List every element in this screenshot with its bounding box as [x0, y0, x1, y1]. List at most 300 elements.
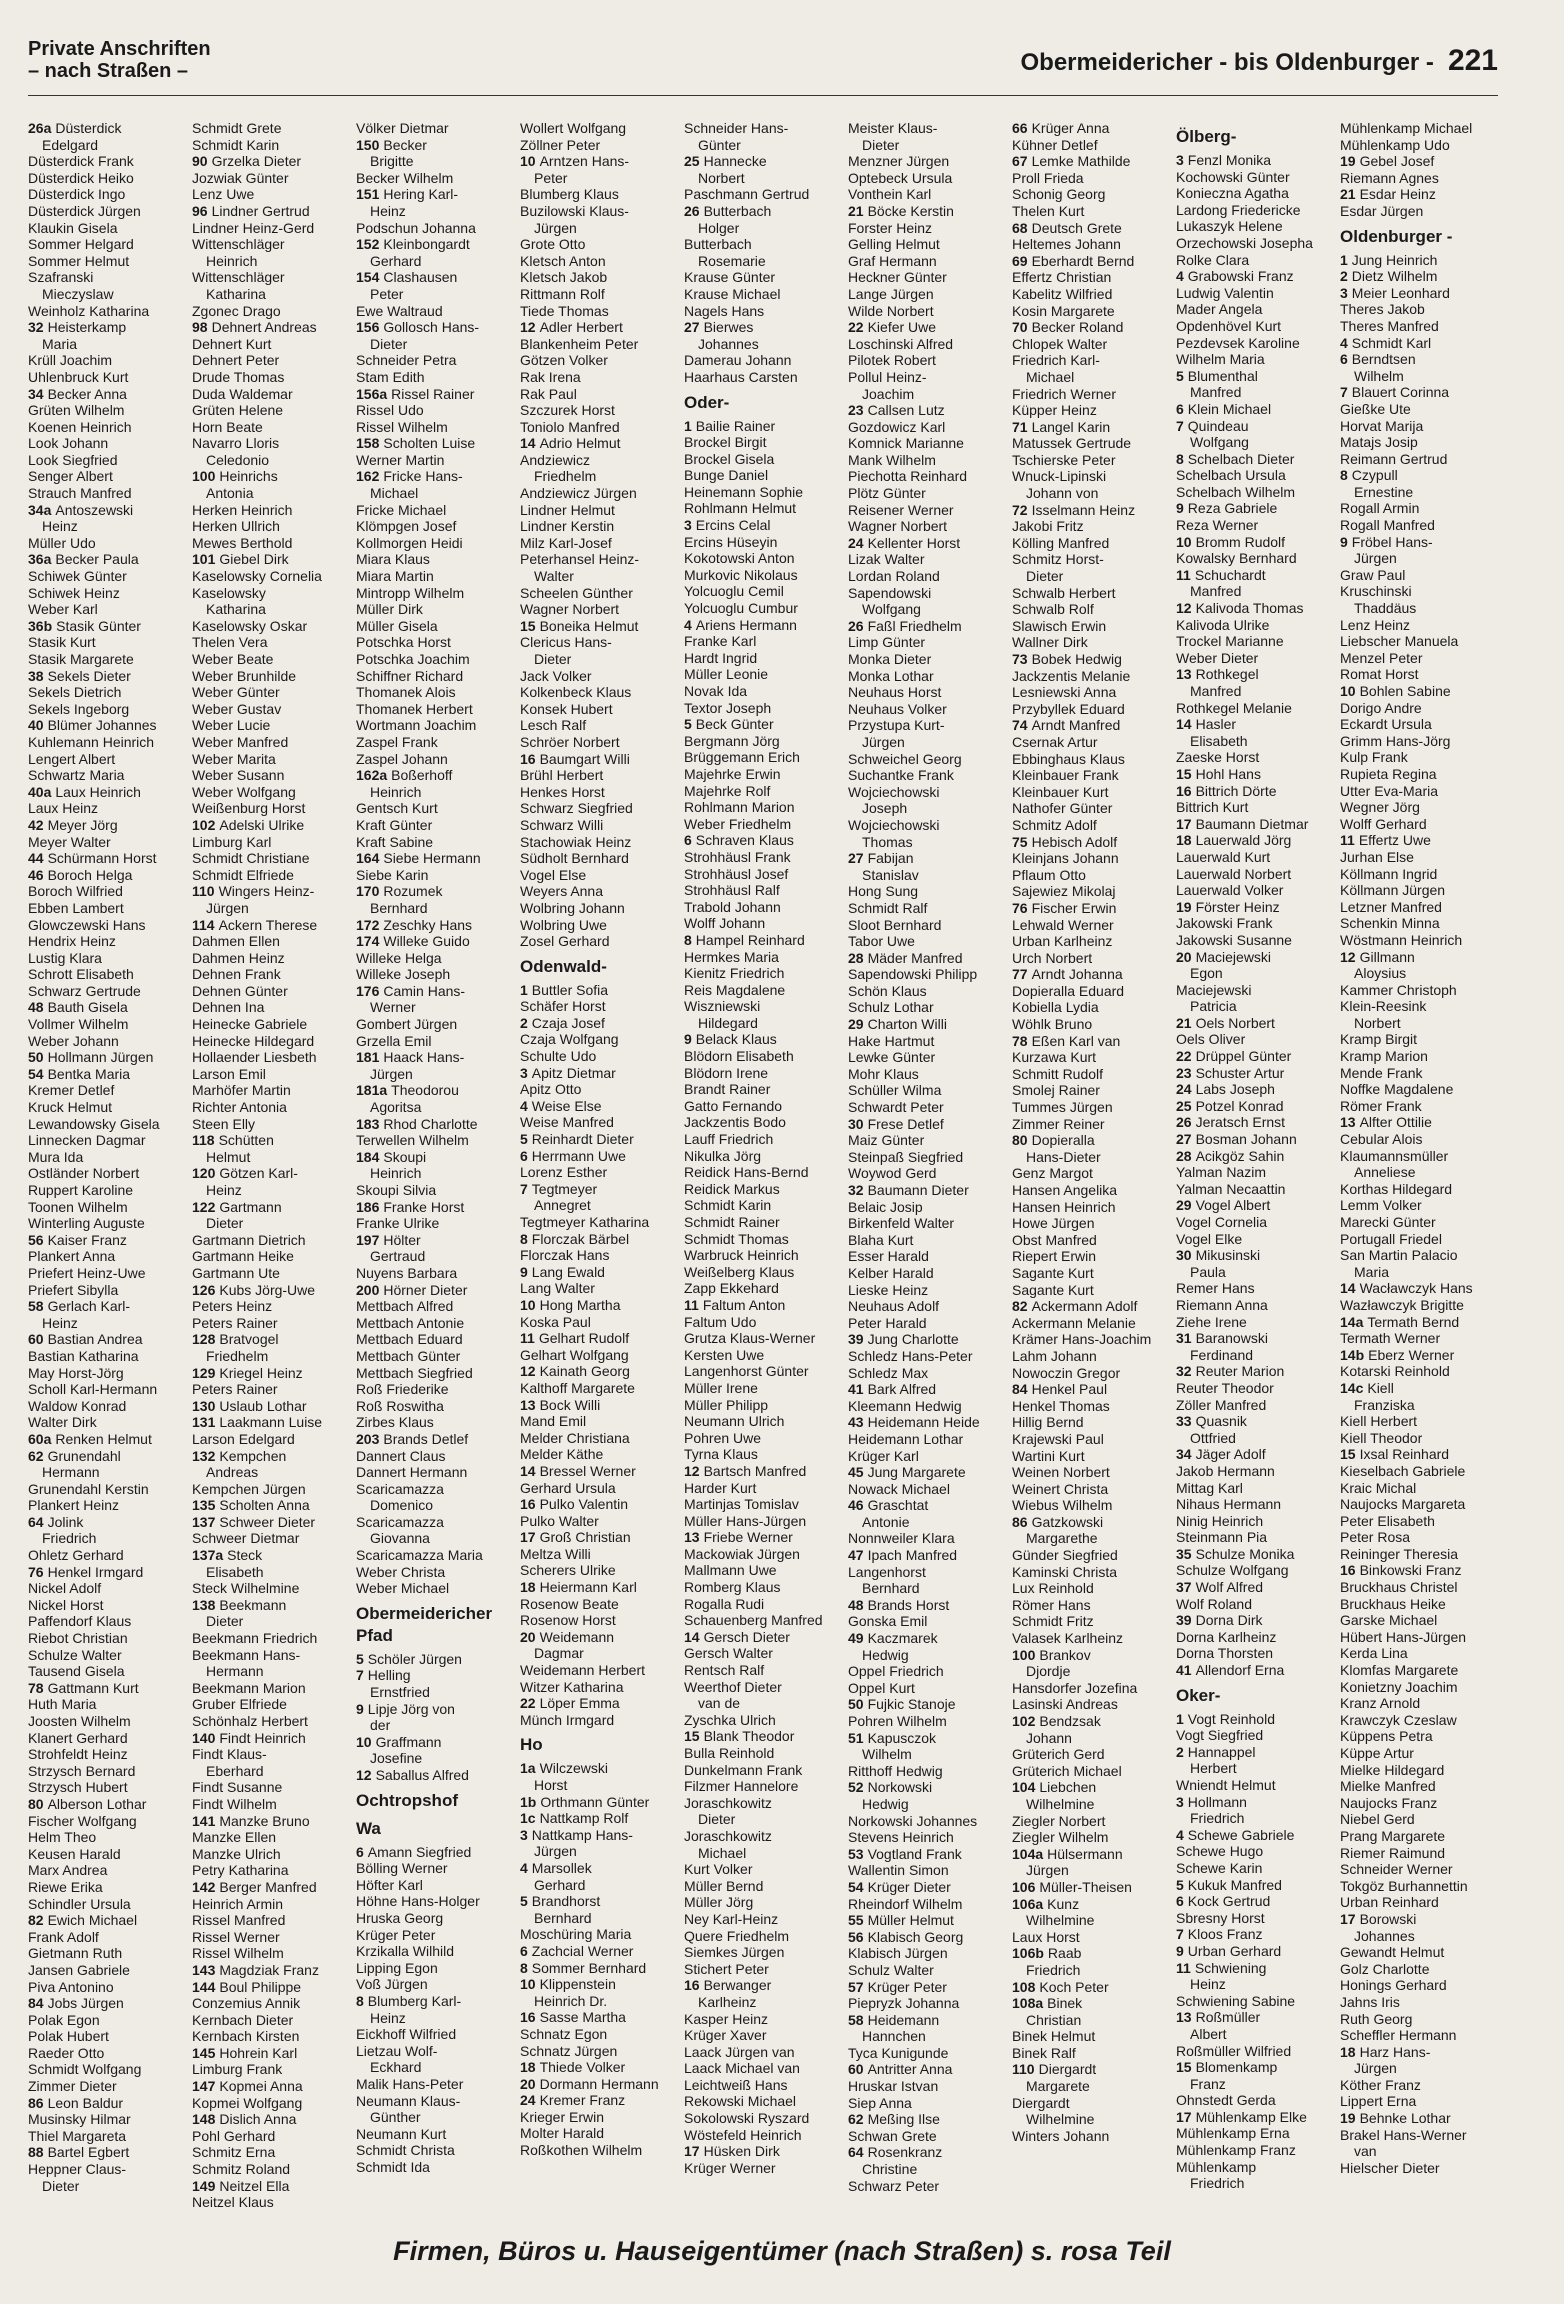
resident-name: Lesch Ralf: [520, 717, 587, 734]
directory-entry: [1176, 733, 1334, 750]
directory-entry: [684, 1164, 842, 1181]
directory-entry: [28, 1049, 186, 1066]
house-number: 200: [356, 1281, 380, 1298]
resident-name: Helmut: [206, 1148, 251, 1165]
directory-entry: [1176, 500, 1334, 517]
resident-name: Wolbring Uwe: [520, 916, 607, 933]
resident-name: Heinz: [206, 1182, 242, 1198]
resident-name: Hansen Angelika: [1012, 1182, 1118, 1198]
street-heading: Odenwald-: [520, 956, 607, 976]
house-number: 17: [684, 2143, 700, 2160]
resident-name: Baumann Dietmar: [1195, 815, 1309, 832]
resident-name: Nattkamp Rolf: [539, 1810, 629, 1827]
directory-entry: [1176, 1380, 1334, 1397]
directory-entry: [28, 1199, 186, 1216]
directory-entry: [356, 502, 514, 519]
directory-entry: [192, 303, 350, 320]
directory-entry: [1176, 1810, 1334, 1827]
resident-name: Johannes: [1354, 1927, 1415, 1944]
house-number: 11: [1340, 832, 1355, 849]
directory-entry: [356, 303, 514, 320]
directory-entry: [1012, 1995, 1170, 2012]
directory-entry: [1340, 1596, 1498, 1613]
resident-name: Krüger Peter: [356, 1926, 436, 1943]
resident-name: Lizak Walter: [848, 551, 925, 568]
resident-name: Proll Frieda: [1012, 169, 1084, 186]
house-number: 9: [1176, 500, 1184, 517]
directory-entry: [192, 1431, 350, 1448]
resident-name: Conzemius Annik: [192, 1995, 301, 2012]
resident-name: Kühner Detlef: [1012, 136, 1098, 153]
resident-name: Neuhaus Adolf: [848, 1298, 940, 1315]
directory-entry: [356, 1927, 514, 1944]
resident-name: Riemer Raimund: [1340, 1844, 1446, 1861]
directory-entry: [356, 1910, 514, 1927]
resident-name: Adler Herbert: [539, 319, 623, 336]
directory-entry: [848, 2061, 1006, 2078]
house-number: 1: [1176, 1710, 1184, 1727]
resident-name: Meyer Walter: [28, 833, 111, 850]
directory-entry: [848, 1232, 1006, 1249]
house-number: 9: [356, 1700, 364, 1717]
directory-entry: [1012, 1547, 1170, 1564]
resident-name: Jurhan Else: [1340, 848, 1414, 865]
resident-name: Schmidt Ralf: [848, 899, 928, 916]
directory-entry: [684, 1446, 842, 1463]
directory-entry: [684, 336, 842, 353]
directory-entry: [1012, 2028, 1170, 2045]
resident-name: Wolfgang: [862, 601, 921, 618]
house-number: 69: [1012, 252, 1028, 269]
resident-name: Friedhelm: [206, 1347, 269, 1364]
directory-entry: [356, 1844, 514, 1861]
directory-entry: [1176, 1843, 1334, 1860]
directory-column: [28, 120, 186, 2211]
directory-entry: [28, 170, 186, 187]
resident-name: Adrio Helmut: [539, 435, 621, 452]
directory-entry: [356, 917, 514, 934]
resident-name: Sapendowski: [848, 584, 932, 601]
directory-entry: [356, 2076, 514, 2093]
resident-name: Wittenschläger: [192, 236, 285, 253]
house-number: 96: [192, 202, 208, 219]
house-number: 154: [356, 269, 380, 286]
resident-name: Hong Sung: [848, 883, 919, 900]
house-number: 84: [28, 1995, 44, 2012]
resident-name: Bark Alfred: [867, 1381, 937, 1398]
directory-entry: [28, 2045, 186, 2062]
directory-entry: [684, 1065, 842, 1082]
directory-entry: [356, 751, 514, 768]
resident-name: Dislich Anna: [219, 2111, 297, 2128]
house-number: 38: [28, 667, 44, 684]
resident-name: Rhod Charlotte: [383, 1115, 478, 1132]
resident-name: Bernhard: [534, 1909, 592, 1926]
directory-entry: [520, 933, 678, 950]
directory-entry: [520, 269, 678, 286]
directory-entry: [848, 153, 1006, 170]
directory-entry: [1012, 1448, 1170, 1465]
resident-name: Lasinski Andreas: [1012, 1696, 1118, 1713]
directory-entry: [684, 683, 842, 700]
resident-name: Schmidt Christa: [356, 2142, 455, 2159]
directory-entry: [28, 253, 186, 270]
directory-entry: [1176, 949, 1334, 966]
directory-entry: [848, 120, 1006, 137]
house-number: 184: [356, 1148, 380, 1165]
directory-entry: [520, 1231, 678, 1248]
resident-name: Schelbach Dieter: [1187, 450, 1295, 467]
directory-entry: [1012, 319, 1170, 336]
resident-name: Hans-Dieter: [1026, 1148, 1101, 1165]
house-number: 82: [1012, 1298, 1028, 1315]
directory-entry: [520, 485, 678, 502]
directory-entry: [684, 1745, 842, 1762]
resident-name: Heinz: [1190, 1976, 1226, 1993]
resident-name: Henkes Horst: [520, 783, 605, 800]
directory-entry: [848, 220, 1006, 237]
directory-entry: [684, 220, 842, 237]
directory-entry: [28, 1165, 186, 1182]
directory-entry: [520, 170, 678, 187]
house-number: 18: [520, 1579, 536, 1596]
directory-entry: [1012, 1580, 1170, 1597]
directory-entry: [1176, 866, 1334, 883]
house-number: 8: [356, 1992, 364, 2009]
directory-entry: [356, 1049, 514, 1066]
resident-name: Bohlen Sabine: [1359, 683, 1451, 699]
resident-name: Schwiening: [1194, 1959, 1267, 1976]
resident-name: Urban Gerhard: [1187, 1942, 1282, 1959]
house-number: 3: [520, 1064, 528, 1081]
resident-name: Stasik Margarete: [28, 651, 134, 667]
resident-name: Andziewicz Jürgen: [520, 485, 637, 502]
house-number: 26a: [28, 120, 52, 136]
resident-name: Herken Ullrich: [192, 518, 280, 535]
directory-entry: [192, 2012, 350, 2029]
house-number: 138: [192, 1596, 216, 1613]
directory-entry: [28, 1796, 186, 1813]
directory-entry: [192, 1116, 350, 1133]
directory-entry: [192, 2028, 350, 2045]
directory-entry: [848, 1962, 1006, 1979]
directory-entry: [356, 468, 514, 485]
house-number: 52: [848, 1779, 864, 1796]
resident-name: Langenhorst Günter: [684, 1363, 809, 1380]
directory-entry: [192, 535, 350, 552]
resident-name: Dieter: [42, 2177, 80, 2194]
directory-entry: [1012, 1746, 1170, 1763]
directory-entry: [356, 834, 514, 851]
directory-entry: [28, 1232, 186, 1249]
resident-name: Ackermann Melanie: [1012, 1314, 1136, 1331]
resident-name: Mühlenkamp Franz: [1176, 2142, 1296, 2159]
directory-entry: [356, 220, 514, 237]
resident-name: Thiede Volker: [539, 2059, 626, 2076]
directory-entry: [1176, 2125, 1334, 2142]
resident-name: Loschinski Alfred: [848, 335, 954, 352]
directory-entry: [1012, 1680, 1170, 1697]
directory-entry: [848, 1016, 1006, 1033]
house-number: 86: [1012, 1513, 1028, 1530]
directory-entry: [520, 767, 678, 784]
directory-entry: [848, 402, 1006, 419]
resident-name: Riemann Agnes: [1340, 169, 1439, 186]
resident-name: Thiel Margareta: [28, 2127, 127, 2144]
house-number: 53: [848, 1845, 864, 1862]
resident-name: Binkowski Franz: [1359, 1562, 1462, 1579]
directory-entry: [684, 1977, 842, 1994]
directory-entry: [520, 1496, 678, 1513]
directory-entry: [1340, 153, 1498, 170]
resident-name: Friedhelm: [534, 468, 597, 485]
directory-entry: [520, 2125, 678, 2142]
resident-name: Rosemarie: [698, 252, 766, 269]
house-number: 19: [1340, 2110, 1356, 2127]
directory-entry: [684, 1347, 842, 1364]
resident-name: Schöler Jürgen: [367, 1650, 462, 1667]
resident-name: Kletsch Anton: [520, 252, 606, 269]
directory-entry: [520, 1048, 678, 1065]
directory-entry: [684, 2160, 842, 2177]
directory-entry: [848, 1066, 1006, 1083]
house-number: 18: [1340, 2043, 1356, 2060]
directory-entry: [1340, 2160, 1498, 2177]
resident-name: Damerau Johann: [684, 352, 792, 369]
directory-entry: [192, 1182, 350, 1199]
resident-name: Küppe Artur: [1340, 1745, 1414, 1761]
directory-entry: [684, 1728, 842, 1745]
directory-entry: [1012, 137, 1170, 154]
resident-name: Nickel Adolf: [28, 1580, 102, 1597]
directory-entry: [356, 983, 514, 1000]
resident-name: Rosenow Beate: [520, 1595, 619, 1612]
resident-name: Rothkegel Melanie: [1176, 699, 1292, 716]
resident-name: Wöstmann Heinrich: [1340, 931, 1463, 948]
directory-entry: [1340, 1513, 1498, 1530]
directory-entry: [1340, 783, 1498, 800]
resident-name: Sommer Helmut: [28, 252, 130, 269]
resident-name: Piechotta Reinhard: [848, 468, 968, 485]
directory-entry: [28, 784, 186, 801]
resident-name: Mielke Hildegard: [1340, 1761, 1445, 1778]
directory-entry: [684, 1811, 842, 1828]
directory-entry: [1340, 1413, 1498, 1430]
directory-entry: [1340, 1762, 1498, 1779]
resident-name: Harder Kurt: [684, 1479, 757, 1496]
resident-name: Howe Jürgen: [1012, 1215, 1095, 1232]
resident-name: Beekmann Friedrich: [192, 1630, 318, 1647]
directory-entry: [848, 2012, 1006, 2029]
directory-entry: [848, 1165, 1006, 1182]
directory-entry: [848, 1547, 1006, 1564]
directory-entry: [356, 1082, 514, 1099]
resident-name: Pohren Wilhelm: [848, 1713, 947, 1729]
resident-name: Lordan Roland: [848, 568, 940, 585]
house-number: 30: [1176, 1247, 1192, 1264]
directory-entry: [1012, 269, 1170, 286]
house-number: 13: [520, 1396, 536, 1413]
directory-entry: [192, 1663, 350, 1680]
resident-name: Limburg Frank: [192, 2061, 283, 2078]
directory-entry: [1012, 303, 1170, 320]
house-number: 48: [848, 1596, 864, 1613]
directory-entry: [1176, 1264, 1334, 1281]
resident-name: Gillmann: [1359, 948, 1415, 965]
resident-name: Kellenter Horst: [867, 534, 961, 551]
street-range: Obermeidericher - bis Oldenburger -: [1020, 49, 1434, 76]
resident-name: Wilhelmine: [1026, 1912, 1095, 1929]
house-number: 4: [1176, 268, 1184, 285]
directory-entry: [356, 2142, 514, 2159]
resident-name: Ebben Lambert: [28, 899, 124, 916]
resident-name: Kempchen Jürgen: [192, 1480, 306, 1497]
house-number: 58: [848, 2011, 864, 2028]
directory-entry: [520, 1794, 678, 1811]
house-number: 37: [1176, 1579, 1192, 1596]
resident-name: Brands Horst: [867, 1596, 950, 1613]
directory-entry: [520, 1926, 678, 1943]
resident-name: Henkel Irmgard: [47, 1563, 144, 1580]
resident-name: Larson Emil: [192, 1065, 266, 1082]
resident-name: Agoritsa: [370, 1099, 422, 1116]
resident-name: Kelber Harald: [848, 1264, 934, 1281]
resident-name: Siemkes Jürgen: [684, 1944, 785, 1961]
resident-name: Schulze Monika: [1195, 1545, 1295, 1562]
directory-column: [1012, 120, 1170, 2211]
directory-entry: [1340, 2110, 1498, 2127]
resident-name: Paschmann Gertrud: [684, 186, 810, 203]
directory-entry: [192, 1929, 350, 1946]
house-number: 64: [848, 2144, 864, 2161]
directory-entry: [28, 1630, 186, 1647]
resident-name: Hong Martha: [539, 1296, 621, 1313]
directory-entry: [28, 618, 186, 635]
resident-name: Ostländer Norbert: [28, 1165, 140, 1182]
house-number: 32: [848, 1182, 864, 1198]
resident-name: Prang Margarete: [1340, 1827, 1446, 1844]
resident-name: Waldow Konrad: [28, 1397, 127, 1414]
directory-entry: [684, 1098, 842, 1115]
resident-name: Strauch Manfred: [28, 485, 132, 502]
resident-name: Christian: [1026, 2011, 1082, 2028]
resident-name: Kempchen: [219, 1447, 287, 1464]
resident-name: Jung Heinrich: [1351, 251, 1438, 268]
house-number: 13: [1340, 1114, 1356, 1131]
house-number: 176: [356, 982, 380, 999]
resident-name: Zachcial Werner: [531, 1942, 634, 1959]
house-number: 114: [192, 916, 215, 933]
directory-entry: [192, 1979, 350, 1996]
directory-entry: [192, 435, 350, 452]
resident-name: Brockel Birgit: [684, 434, 767, 451]
directory-entry: [1340, 1480, 1498, 1497]
resident-name: Diergardt: [1038, 2061, 1097, 2078]
directory-entry: [356, 634, 514, 651]
resident-name: Menzner Jürgen: [848, 153, 950, 170]
directory-entry: [1012, 352, 1170, 369]
directory-entry: [192, 1248, 350, 1265]
directory-entry: [192, 120, 350, 137]
resident-name: Krüger Anna: [1031, 120, 1110, 136]
resident-name: Dormann Hermann: [539, 2075, 659, 2092]
house-number: 78: [1012, 1032, 1028, 1049]
resident-name: Yalman Nazim: [1176, 1164, 1266, 1181]
directory-entry: [1012, 568, 1170, 585]
house-number: 29: [1176, 1197, 1192, 1214]
directory-entry: [520, 1081, 678, 1098]
resident-name: Weber Johann: [28, 1032, 119, 1049]
resident-name: Roß Friederike: [356, 1381, 449, 1398]
directory-entry: [848, 485, 1006, 502]
resident-name: Maria: [1354, 1263, 1390, 1280]
directory-entry: [684, 1181, 842, 1198]
directory-entry: [356, 1530, 514, 1547]
directory-entry: [848, 2161, 1006, 2178]
directory-entry: [1176, 982, 1334, 999]
house-number: 1: [520, 981, 528, 998]
directory-entry: [192, 1779, 350, 1796]
directory-entry: [1012, 1796, 1170, 1813]
house-number: 46: [28, 866, 44, 883]
directory-entry: [356, 120, 514, 137]
directory-entry: [684, 1048, 842, 1065]
resident-name: Molter Harald: [520, 2125, 605, 2142]
directory-entry: [192, 1331, 350, 1348]
directory-entry: [1012, 1082, 1170, 1099]
resident-name: Müller Helmut: [867, 1912, 954, 1929]
directory-entry: [28, 203, 186, 220]
directory-entry: [1340, 849, 1498, 866]
resident-name: Andreas: [206, 1464, 259, 1481]
house-number: 186: [356, 1198, 380, 1215]
house-number: 73: [1012, 651, 1028, 667]
resident-name: Tokgöz Burhannettin: [1340, 1877, 1468, 1894]
resident-name: Wiebus Wilhelm: [1012, 1497, 1113, 1514]
resident-name: Brockel Gisela: [684, 450, 775, 467]
directory-entry: [684, 633, 842, 650]
house-number: 156: [356, 319, 380, 336]
directory-entry: [356, 485, 514, 502]
directory-entry: [192, 1730, 350, 1747]
resident-name: Heinrich: [370, 783, 422, 800]
directory-entry: [1176, 1231, 1334, 1248]
directory-entry: [520, 1695, 678, 1712]
directory-entry: [684, 799, 842, 816]
directory-entry: [356, 1298, 514, 1315]
resident-name: Ixsal Reinhard: [1359, 1446, 1450, 1463]
resident-name: Müller Bernd: [684, 1877, 764, 1894]
resident-name: Mettbach Eduard: [356, 1331, 463, 1348]
house-number: 70: [1012, 319, 1028, 336]
directory-entry: [356, 933, 514, 950]
resident-name: Ackern Therese: [218, 916, 318, 933]
house-number: 24: [848, 534, 864, 551]
resident-name: Nuyens Barbara: [356, 1264, 458, 1281]
resident-name: Vogtland Frank: [867, 1845, 962, 1862]
house-number: 2: [1176, 1743, 1184, 1760]
directory-entry: [520, 2142, 678, 2159]
directory-entry: [684, 1778, 842, 1795]
resident-name: Boroch Wilfried: [28, 883, 123, 900]
resident-name: Becker Paula: [55, 551, 139, 568]
directory-entry: [192, 1232, 350, 1249]
directory-entry: [356, 253, 514, 270]
directory-entry: [848, 1182, 1006, 1199]
resident-name: Maiz Günter: [848, 1132, 925, 1149]
directory-entry: [1012, 933, 1170, 950]
directory-entry: [1012, 618, 1170, 635]
